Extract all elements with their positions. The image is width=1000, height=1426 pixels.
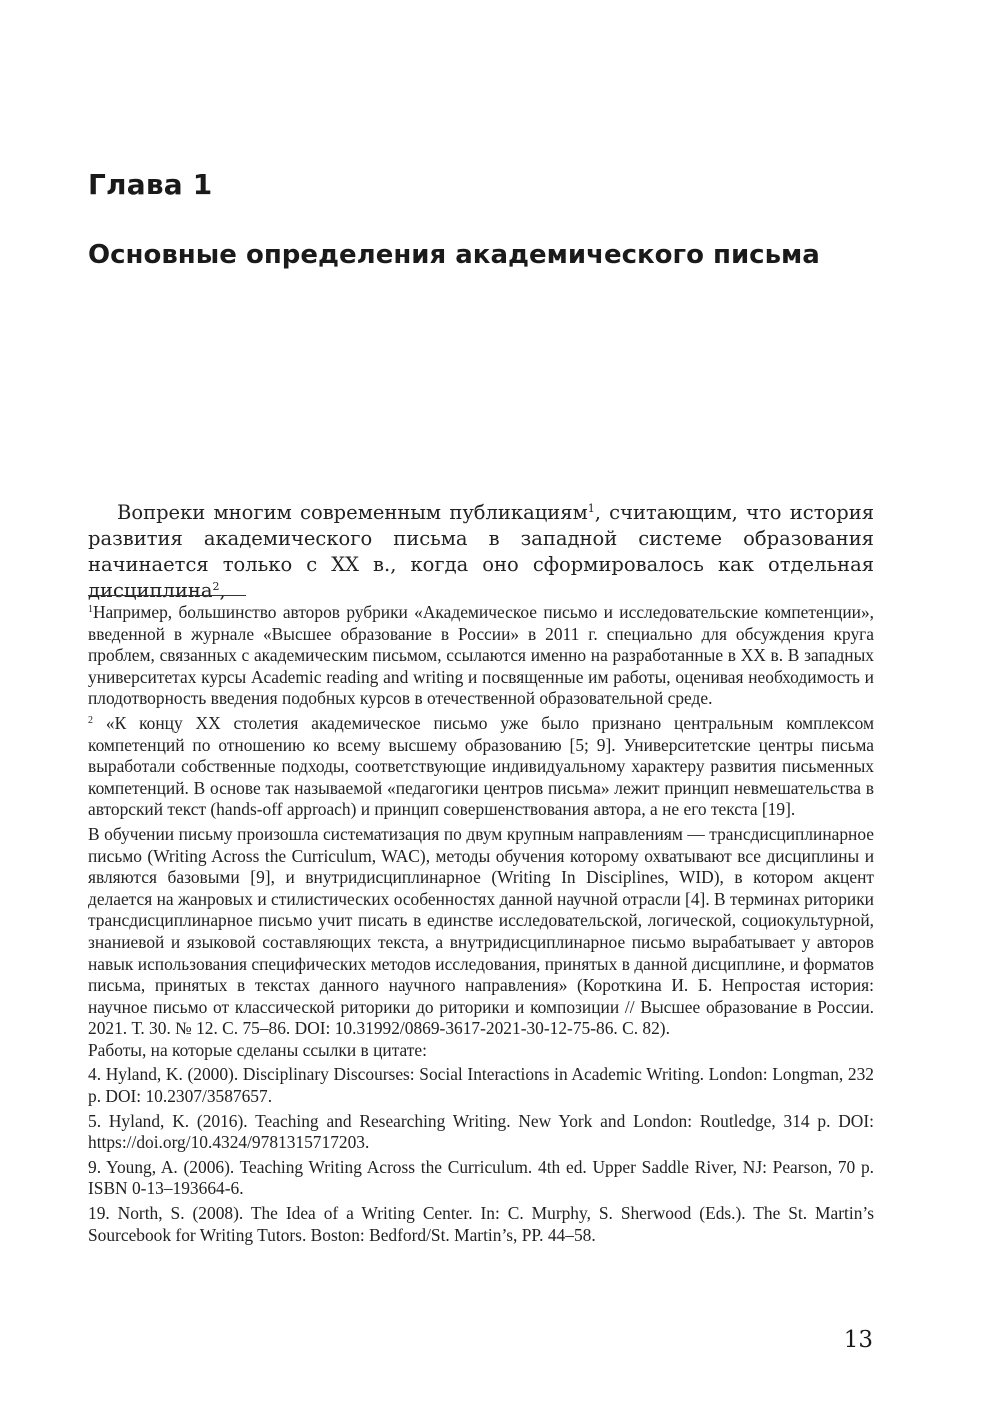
- reference-item: 9. Young, A. (2006). Teaching Writing Across the Curriculum. 4th ed. Upper Saddle River, NJ: Pearson, 70 p. ISBN 0-13–193664-6.: [88, 1156, 874, 1199]
- footnote-ref-2[interactable]: 2: [212, 580, 220, 593]
- footnote-marker-2: 2: [88, 714, 93, 726]
- footnote-marker-1: 1: [88, 604, 93, 615]
- reference-item: 4. Hyland, K. (2000). Disciplinary Discourses: Social Interactions in Academic Writing. London: Longman, 232 p. DOI: 10.2307/3587657.: [88, 1064, 874, 1107]
- footnote-divider: [88, 595, 246, 596]
- reference-item: 5. Hyland, K. (2016). Teaching and Researching Writing. New York and London: Routledge, 314 p. DOI: https://doi.org/10.4324/9781315717203.: [88, 1110, 874, 1153]
- page-number: 13: [843, 1327, 873, 1353]
- footnote-2-quote-1-text: «К концу XX столетия академическое письмо уже было признано центральным комплексом компетенций по отношению ко всему высшему образованию [5; 9]. Университетские центры письма выработали собственные подходы, соответствующие индивидуальному характеру развития письменных компетенций. В основе так называемой «педагогики центров письма» лежит принцип невмешательства в авторский текст (hands-off approach) и принцип совершенствования автора, а не его текста [19].: [88, 712, 874, 820]
- chapter-label: Глава 1: [88, 168, 213, 201]
- footnote-1-text: Например, большинство авторов рубрики «Академическое письмо и исследовательские компетенции», введенной в журнале «Высшее образование в России» в 2011 г. специально для обсуждения круга проблем, связанных с академическим письмом, ссылаются именно на разработанные в XX в. В западных университетах курсы Academic reading and writing и посвященные им работы, оценивая необходимость и плодотворность введения подобных курсов в отечественной образовательной среде.: [88, 602, 874, 709]
- works-intro: Работы, на которые сделаны ссылки в цитате:: [88, 1039, 427, 1060]
- footnote-1: [88, 602, 874, 710]
- footnote-ref-1[interactable]: 1: [587, 502, 595, 515]
- body-text-part-1: Вопреки многим современным публикациям: [117, 501, 588, 524]
- body-text-part-3: ,: [219, 579, 226, 602]
- body-text-part-2: , считающим, что история развития академического письма в западной системе образования начинается только с XX в., когда оно сформировалось как отдельная дисциплина: [88, 501, 875, 602]
- footnote-2-quote-2: В обучении письму произошла систематизация по двум крупным направлениям — трансдисциплинарное письмо (Writing Across the Curriculum, WAC), методы обучения которому охватывают все дисциплины и являются базовыми [9], и внутридисциплинарное (Writing In Disciplines, WID), в котором акцент делается на жанровых и стилистических особенностях данной научной отрасли [4]. В терминах риторики трансдисциплинарное письмо учит писать в единстве исследовательской, логической, социокультурной, знаниевой и языковой составляющих текста, а внутридисциплинарное письмо вырабатывает у авторов навык использования специфических методов исследования, принятых в данной дисциплине, и форматов письма, принятых в текстах данного научного направления» (Короткина И. Б. Непростая история: научное письмо от классической риторики до риторики и композиции // Высшее образование в России. 2021. Т. 30. № 12. С. 75–86. DOI: 10.31992/0869-3617-2021-30-12-75-86. С. 82).: [88, 823, 874, 1039]
- chapter-title: Основные определения академического письма: [88, 240, 820, 270]
- footnote-2-quote-1: [88, 713, 874, 821]
- reference-item: 19. North, S. (2008). The Idea of a Writing Center. In: C. Murphy, S. Sherwood (Eds.). The St. Martin’s Sourcebook for Writing Tutors. Boston: Bedford/St. Martin’s, PP. 44–58.: [88, 1203, 874, 1245]
- body-paragraph: [88, 500, 874, 604]
- footnotes: [88, 602, 874, 1246]
